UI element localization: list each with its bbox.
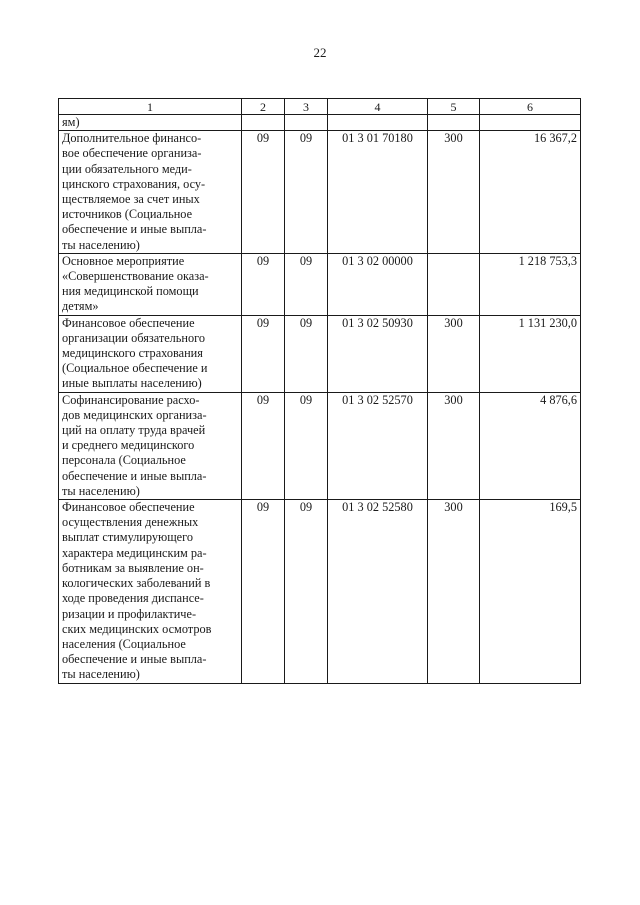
expense-name-line: Финансовое обеспечение <box>62 315 195 330</box>
section-code: 09 <box>242 253 285 315</box>
expense-name-line: цинского страхования, осу- <box>62 176 206 191</box>
subsection-code: 09 <box>285 500 328 683</box>
subsection-code: 09 <box>285 392 328 499</box>
subsection-code: 09 <box>285 253 328 315</box>
expense-type-code: 300 <box>428 500 480 683</box>
target-article-code: 01 3 02 52570 <box>328 392 428 499</box>
expense-type-code: 300 <box>428 392 480 499</box>
target-article-code: 01 3 01 70180 <box>328 131 428 254</box>
expense-type-code: 300 <box>428 131 480 254</box>
expense-name-line: ботникам за выявление он- <box>62 560 204 575</box>
amount: 16 367,2 <box>480 131 581 254</box>
header-col-6: 6 <box>480 99 581 115</box>
table-row <box>59 315 581 392</box>
expense-name-line: ществляемое за счет иных <box>62 192 200 207</box>
expense-name-line: ты населению) <box>62 237 140 252</box>
expense-name-line: кологических заболеваний в <box>62 576 211 591</box>
expense-name <box>59 392 242 499</box>
expense-name-line: ций на оплату труда врачей <box>62 423 206 438</box>
target-article-code: 01 3 02 00000 <box>328 253 428 315</box>
expense-name-line: ризации и профилактиче- <box>62 606 197 621</box>
expense-name-line: источников (Социальное <box>62 207 193 222</box>
expense-name-line: Софинансирование расхо- <box>62 392 200 407</box>
expense-name-line: иные выплаты населению) <box>62 376 202 391</box>
expense-name-line: выплат стимулирующего <box>62 530 194 545</box>
expense-name-line: ских медицинских осмотров <box>62 621 212 636</box>
expense-name-line: дов медицинских организа- <box>62 407 207 422</box>
expense-type-code <box>428 253 480 315</box>
continuation-text: ям) <box>59 115 242 131</box>
amount: 4 876,6 <box>480 392 581 499</box>
expense-name-line: ния медицинской помощи <box>62 284 199 299</box>
expense-name-line: и среднего медицинского <box>62 438 195 453</box>
amount: 169,5 <box>480 500 581 683</box>
expense-name-line: Финансовое обеспечение <box>62 500 195 515</box>
expense-name-line: осуществления денежных <box>62 515 199 530</box>
header-col-2: 2 <box>242 99 285 115</box>
expense-name-line: ты населению) <box>62 483 140 498</box>
table-row <box>59 500 581 683</box>
header-col-1: 1 <box>59 99 242 115</box>
header-col-3: 3 <box>285 99 328 115</box>
amount: 1 218 753,3 <box>480 253 581 315</box>
expense-name-line: обеспечение и иные выпла- <box>62 468 207 483</box>
expense-name-line: «Совершенствование оказа- <box>62 269 209 284</box>
section-code: 09 <box>242 500 285 683</box>
expense-name-line: населения (Социальное <box>62 636 186 651</box>
header-col-5: 5 <box>428 99 480 115</box>
table-row <box>59 131 581 254</box>
expense-name-line: детям» <box>62 299 99 314</box>
expense-name-line: Дополнительное финансо- <box>62 131 202 146</box>
table-row <box>59 253 581 315</box>
expense-name <box>59 253 242 315</box>
expense-name-line: персонала (Социальное <box>62 453 186 468</box>
expense-name <box>59 315 242 392</box>
expense-name-line: медицинского страхования <box>62 346 203 361</box>
expense-name-line: обеспечение и иные выпла- <box>62 222 207 237</box>
expense-name <box>59 500 242 683</box>
target-article-code: 01 3 02 52580 <box>328 500 428 683</box>
expense-name-line: ции обязательного меди- <box>62 161 192 176</box>
expense-type-code: 300 <box>428 315 480 392</box>
expense-name-line: ходе проведения диспансе- <box>62 591 204 606</box>
page-number: 22 <box>313 45 327 60</box>
section-code: 09 <box>242 392 285 499</box>
budget-table <box>58 98 581 684</box>
section-code: 09 <box>242 131 285 254</box>
expense-name-line: (Социальное обеспечение и <box>62 361 208 376</box>
expense-name-line: Основное мероприятие <box>62 253 185 268</box>
expense-name-line: обеспечение и иные выпла- <box>62 652 207 667</box>
header-row <box>59 99 581 115</box>
table-row <box>59 392 581 499</box>
section-code: 09 <box>242 315 285 392</box>
expense-name-line: вое обеспечение организа- <box>62 146 202 161</box>
expense-name <box>59 131 242 254</box>
expense-name-line: характера медицинским ра- <box>62 545 207 560</box>
subsection-code: 09 <box>285 131 328 254</box>
continuation-row <box>59 115 581 131</box>
header-col-4: 4 <box>328 99 428 115</box>
target-article-code: 01 3 02 50930 <box>328 315 428 392</box>
expense-name-line: организации обязательного <box>62 330 206 345</box>
amount: 1 131 230,0 <box>480 315 581 392</box>
expense-name-line: ты населению) <box>62 667 140 682</box>
subsection-code: 09 <box>285 315 328 392</box>
